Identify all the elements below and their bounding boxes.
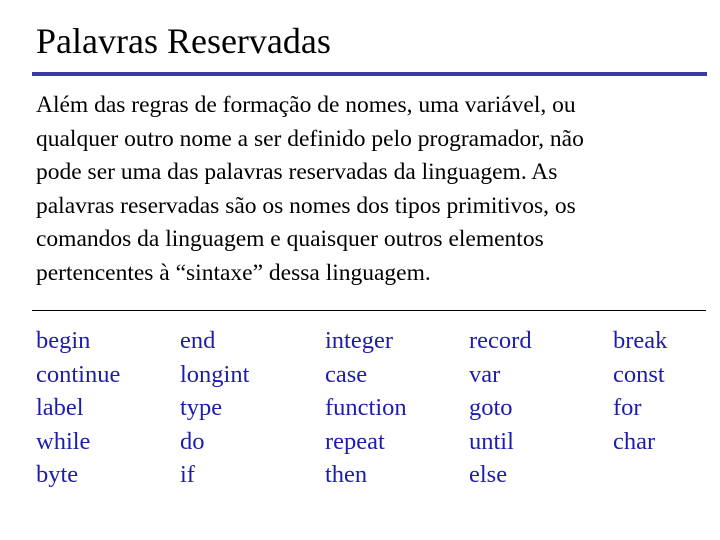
body-line: pertencentes à “sintaxe” dessa linguagem.	[36, 259, 431, 286]
keyword: begin	[36, 327, 91, 354]
keyword: repeat	[325, 427, 385, 455]
keyword: goto	[469, 394, 513, 421]
keyword-column-2	[180, 324, 249, 492]
keyword: byte	[36, 461, 79, 488]
keyword: const	[613, 360, 665, 388]
keyword: continue	[36, 360, 121, 388]
keyword: break	[613, 327, 668, 354]
keyword: var	[469, 360, 501, 388]
body-line: pode ser uma das palavras reservadas da linguagem. As	[36, 159, 558, 186]
keyword: char	[613, 427, 656, 455]
keyword: longint	[180, 360, 250, 388]
page-title: Palavras Reservadas	[36, 21, 331, 61]
keyword: label	[36, 394, 84, 421]
keyword-column-4	[469, 324, 532, 492]
keyword: then	[325, 461, 368, 488]
body-line: qualquer outro nome a ser definido pelo programador, não	[36, 125, 584, 152]
reserved-words-grid	[36, 324, 716, 504]
section-divider	[32, 310, 706, 311]
keyword: else	[469, 461, 508, 488]
keyword: for	[613, 394, 642, 421]
keyword: integer	[325, 327, 394, 354]
keyword: end	[180, 327, 216, 354]
keyword: case	[325, 360, 368, 388]
keyword: if	[180, 461, 195, 488]
keyword: function	[325, 394, 407, 421]
keyword-column-3	[325, 324, 407, 492]
body-line: comandos da linguagem e quaisquer outros elementos	[36, 226, 544, 253]
keyword: while	[36, 427, 91, 455]
keyword: type	[180, 394, 223, 421]
body-line: palavras reservadas são os nomes dos tipos primitivos, os	[36, 192, 576, 219]
title-underline	[32, 72, 707, 76]
keyword-column-5	[613, 324, 667, 458]
keyword: do	[180, 427, 205, 455]
keyword-column-1	[36, 324, 120, 492]
body-line: Além das regras de formação de nomes, uma variável, ou	[36, 92, 576, 118]
keyword: record	[469, 327, 532, 354]
body-paragraph	[36, 89, 706, 291]
keyword: until	[469, 427, 514, 455]
